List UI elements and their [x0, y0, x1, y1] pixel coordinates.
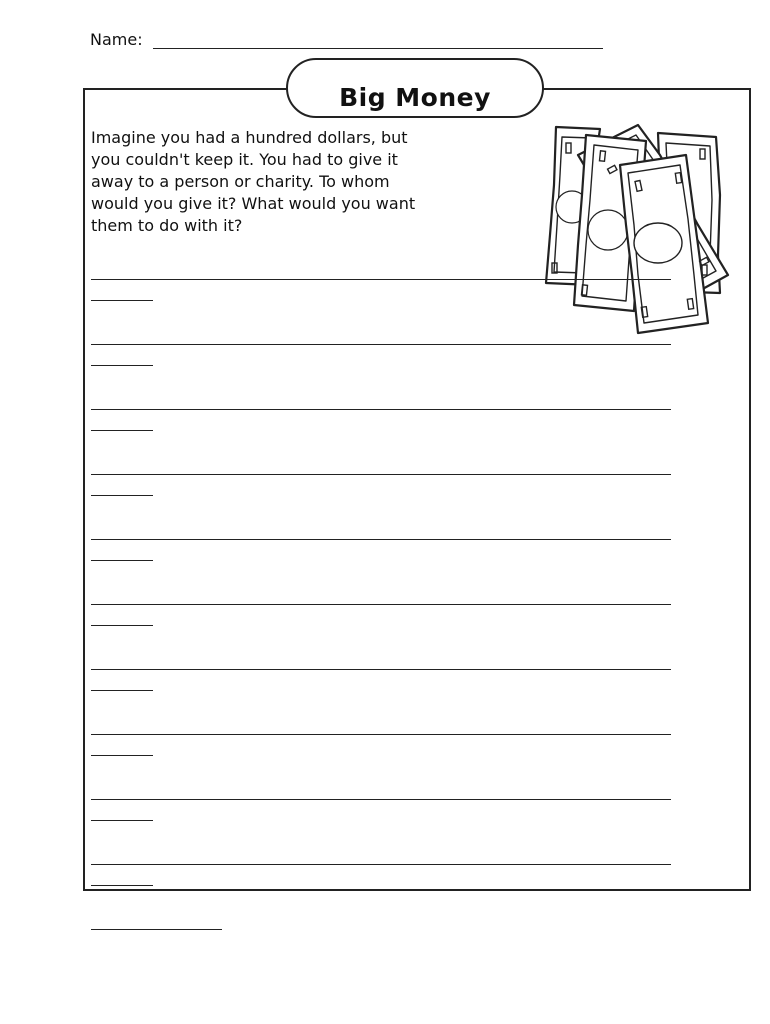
answer-line-continuation[interactable] — [91, 365, 153, 366]
answer-line[interactable] — [91, 734, 671, 735]
answer-line-continuation[interactable] — [91, 885, 153, 886]
answer-line[interactable] — [91, 799, 671, 800]
name-label: Name: — [90, 30, 143, 49]
answer-line-continuation[interactable] — [91, 690, 153, 691]
answer-line[interactable] — [91, 344, 671, 345]
title-banner — [286, 58, 544, 118]
answer-line-continuation[interactable] — [91, 820, 153, 821]
answer-line[interactable] — [91, 604, 671, 605]
page-title: Big Money — [339, 83, 491, 112]
answer-line[interactable] — [91, 669, 671, 670]
answer-line-continuation[interactable] — [91, 560, 153, 561]
footer-line[interactable] — [91, 929, 222, 930]
name-field[interactable] — [153, 48, 603, 49]
writing-prompt: Imagine you had a hundred dollars, but you couldn't keep it. You had to give it away to a person or charity. To whom would you give it? What would you want them to do with it? — [91, 128, 416, 235]
answer-line-continuation[interactable] — [91, 430, 153, 431]
answer-line-continuation[interactable] — [91, 495, 153, 496]
answer-line[interactable] — [91, 864, 671, 865]
money-bills-icon — [538, 115, 738, 340]
answer-line-continuation[interactable] — [91, 300, 153, 301]
answer-line-continuation[interactable] — [91, 755, 153, 756]
answer-line[interactable] — [91, 279, 671, 280]
answer-line[interactable] — [91, 409, 671, 410]
answer-line[interactable] — [91, 474, 671, 475]
answer-line[interactable] — [91, 539, 671, 540]
answer-line-continuation[interactable] — [91, 625, 153, 626]
